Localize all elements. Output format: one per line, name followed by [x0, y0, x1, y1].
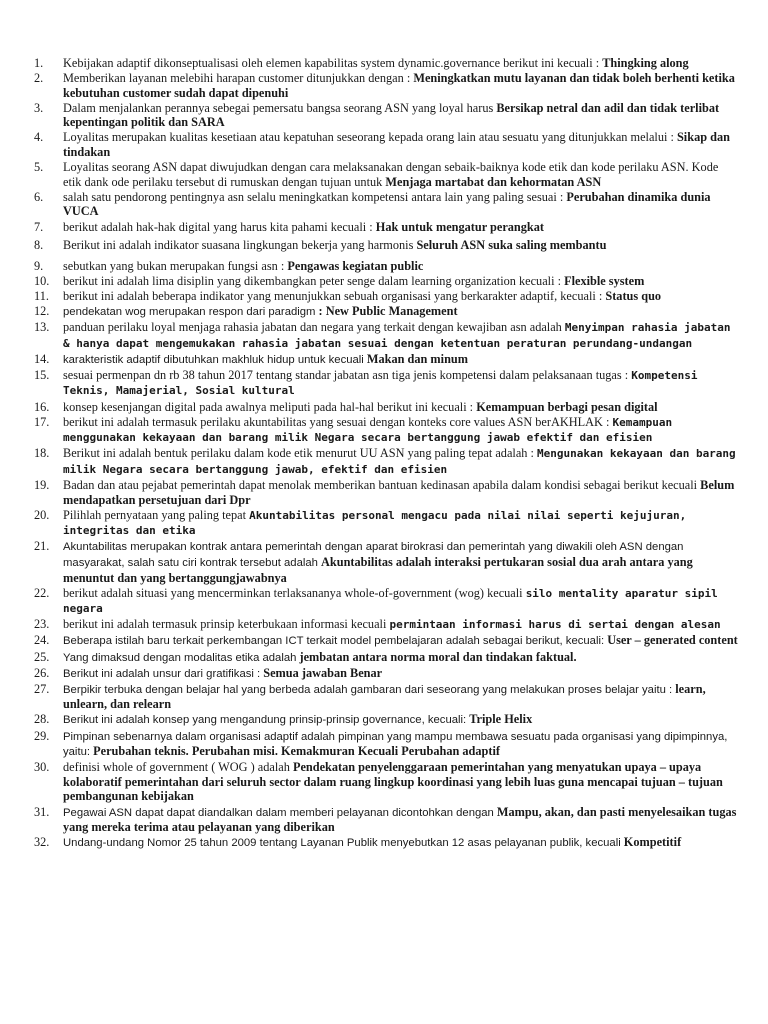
- question-text: Loyalitas seorang ASN dapat diwujudkan dengan cara melaksanakan dengan sebaik-baiknya kode etik dan kode perilaku ASN. Kode etik dank ode perilaku tersebut di rumuskan dengan tujuan untuk: [63, 160, 719, 189]
- question-item: [0, 633, 768, 649]
- question-text: berikut ini adalah beberapa indikator yang menunjukkan sebuah organisasi yang berkarakter adaptif, kecuali :: [63, 288, 603, 303]
- question-number: 16.: [34, 399, 50, 414]
- question-text: Undang-undang Nomor 25 tahun 2009 tentang Layanan Publik menyebutkan 12 asas pelayanan publik, kecuali: [63, 837, 621, 850]
- question-number: 27.: [34, 681, 50, 696]
- question-text: Pilihlah pernyataan yang paling tepat: [63, 507, 247, 522]
- question-text: pendekatan wog merupakan respon dari paradigm: [63, 306, 316, 318]
- question-number: 10.: [34, 273, 50, 288]
- answer-text: Seluruh ASN suka saling membantu: [416, 238, 607, 253]
- question-item: [0, 666, 768, 682]
- question-item: [0, 320, 768, 351]
- answer-text: Perubahan teknis. Perubahan misi. Kemakmuran Kecuali Perubahan adaptif: [93, 744, 500, 759]
- answer-text: : New Public Management: [318, 304, 458, 318]
- answer-text: Akuntabilitas personal mengacu pada nilai nilai seperti kejujuran, integritas dan etika: [63, 508, 687, 538]
- question-item: [0, 760, 768, 804]
- question-number: 11.: [34, 288, 49, 303]
- question-number: 9.: [34, 258, 44, 273]
- question-number: 29.: [34, 728, 50, 743]
- question-number: 13.: [34, 320, 50, 335]
- question-number: 30.: [34, 760, 50, 775]
- question-text: berikut adalah hak-hak digital yang harus kita pahami kecuali :: [63, 219, 373, 234]
- question-item: [0, 682, 768, 712]
- question-number: 3.: [34, 100, 44, 115]
- answer-text: jembatan antara norma moral dan tindakan faktual.: [299, 649, 577, 664]
- question-number: 23.: [34, 617, 50, 632]
- question-text: konsep kesenjangan digital pada awalnya meliputi pada hal-hal berikut ini kecuali :: [63, 399, 474, 414]
- answer-text: Kompetitif: [623, 835, 682, 850]
- question-item: [0, 835, 768, 851]
- answer-text: Bersikap netral dan adil dan tidak terlibat kepentingan politik dan SARA: [63, 100, 720, 130]
- question-text: Badan dan atau pejabat pemerintah dapat menolak memberikan bantuan kedinasan apabila dalam kondisi sebagai berikut kecuali: [63, 478, 698, 493]
- answer-text: Belum mendapatkan persetujuan dari Dpr: [63, 478, 735, 507]
- answer-text: Triple Helix: [469, 712, 533, 727]
- question-item: [0, 650, 768, 666]
- question-item: [0, 259, 768, 274]
- question-item: [0, 508, 768, 539]
- question-text: Pegawai ASN dapat dapat diandalkan dalam memberi pelayanan dicontohkan dengan: [63, 806, 494, 819]
- question-number: 25.: [34, 649, 50, 664]
- question-text: berikut ini adalah lima disiplin yang dikembangkan peter senge dalam learning organization kecuali :: [63, 273, 561, 288]
- answer-text: Menyimpan rahasia jabatan & hanya dapat mengemukakan rahasia jabatan sesuai dengan ketentuan peraturan perundang-undangan: [63, 321, 731, 350]
- question-number: 26.: [34, 665, 50, 680]
- question-number: 4.: [34, 130, 44, 145]
- question-number: 12.: [34, 304, 50, 318]
- question-number: 31.: [34, 804, 50, 819]
- question-item: [0, 617, 768, 633]
- question-item: [0, 238, 768, 253]
- question-text: karakteristik adaptif dibutuhkan makhluk hidup untuk kecuali: [63, 353, 364, 366]
- question-item: [0, 289, 768, 304]
- question-number: 7.: [34, 219, 44, 234]
- question-number: 17.: [34, 414, 50, 429]
- question-number: 20.: [34, 507, 50, 522]
- answer-text: Pendekatan penyelenggaraan pemerintahan yang menyatukan upaya – upaya kolaboratif pemerintahan dari seluruh sector dalam ruang lingkup koordinasi yang lebih luas guna mencapai tujuan – tujuan pembangunan kebijakan: [63, 760, 723, 804]
- question-item: [0, 368, 768, 399]
- answer-text: silo mentality aparatur sipil negara: [63, 586, 718, 616]
- answer-text: Mengunakan kekayaan dan barang milik Negara secara bertanggung jawab, efektif dan efisien: [63, 447, 736, 476]
- question-number: 32.: [34, 835, 50, 850]
- question-text: Memberikan layanan melebihi harapan customer ditunjukkan dengan :: [63, 71, 411, 86]
- question-text: definisi whole of government ( WOG ) adalah: [63, 760, 290, 775]
- question-item: [0, 130, 768, 159]
- question-text: Loyalitas merupakan kualitas kesetiaan atau kepatuhan seseorang kepada orang lain atau sesuatu yang ditunjukkan melalui :: [63, 130, 674, 145]
- answer-text: Kompetensi Teknis, Mamajerial, Sosial kultural: [63, 368, 698, 398]
- question-item: [0, 101, 768, 130]
- question-number: 1.: [34, 56, 44, 70]
- question-item: [0, 446, 768, 477]
- question-text: salah satu pendorong pentingnya asn selalu meningkatkan kompetensi antara lain yang paling sesuai :: [63, 189, 564, 204]
- question-item: [0, 400, 768, 415]
- question-number: 2.: [34, 71, 44, 86]
- question-item: [0, 415, 768, 446]
- answer-text: Perubahan dinamika dunia VUCA: [63, 189, 711, 219]
- question-item: [0, 304, 768, 320]
- question-item: [0, 352, 768, 368]
- answer-text: Akuntabilitas adalah interaksi pertukaran sosial dua arah antara yang menuntut dan yang bertanggungjawabnya: [63, 555, 693, 585]
- answer-text: Menjaga martabat dan kehormatan ASN: [385, 174, 602, 189]
- question-text: Berpikir terbuka dengan belajar hal yang berbeda adalah gambaran dari seseorang yang melakukan proses belajar yaitu :: [63, 683, 673, 696]
- question-number: 22.: [34, 585, 50, 600]
- answer-text: Semua jawaban Benar: [263, 665, 383, 680]
- answer-text: learn, unlearn, dan relearn: [63, 681, 706, 712]
- answer-text: Makan dan minum: [366, 351, 469, 366]
- answer-text: Meningkatkan mutu layanan dan tidak boleh berhenti ketika kebutuhan customer sudah dapat dipenuhi: [63, 71, 735, 100]
- question-text: Berikut ini adalah bentuk perilaku dalam kode etik menurut UU ASN yang paling tepat adalah :: [63, 446, 534, 461]
- answer-text: Flexible system: [564, 273, 645, 288]
- question-item: [0, 805, 768, 835]
- question-text: Beberapa istilah baru terkait perkembangan ICT terkait model pembelajaran adalah sebagai berikut, kecuali:: [63, 635, 605, 648]
- answer-text: Mampu, akan, dan pasti menyelesaikan tugas yang mereka terima atau pelayanan yang diberikan: [63, 804, 737, 835]
- question-item: [0, 586, 768, 617]
- answer-text: Hak untuk mengatur perangkat: [375, 219, 545, 234]
- question-number: 8.: [34, 238, 44, 253]
- question-item: [0, 160, 768, 189]
- question-text: Yang dimaksud dengan modalitas etika adalah: [63, 651, 297, 664]
- question-number: 14.: [34, 351, 50, 366]
- answer-text: permintaan informasi harus di sertai dengan alesan: [389, 618, 721, 632]
- question-number: 5.: [34, 160, 44, 175]
- question-text: Dalam menjalankan perannya sebegai pemersatu bangsa seorang ASN yang loyal harus: [63, 100, 494, 115]
- question-text: berikut ini adalah termasuk perilaku akuntabilitas yang sesuai dengan konteks core values ASN berAKHLAK :: [63, 414, 610, 429]
- question-item: [0, 220, 768, 235]
- question-text: Pimpinan sebenarnya dalam organisasi adaptif adalah pimpinan yang mampu membawa sesuatu pada organisasi yang dipimpinnya, yaitu:: [63, 730, 728, 759]
- question-text: panduan perilaku loyal menjaga rahasia jabatan dan negara yang terkait dengan kewajiban asn adalah: [63, 320, 562, 335]
- document-question-list: [0, 56, 768, 851]
- answer-text: Thingking along: [602, 56, 689, 70]
- question-item: [0, 712, 768, 728]
- question-text: sebutkan yang bukan merupakan fungsi asn :: [63, 258, 285, 273]
- question-number: 6.: [34, 189, 44, 204]
- question-text: Akuntabilitas merupakan kontrak antara pemerintah dengan aparat birokrasi dan pemerintah yang diwakili oleh ASN dengan masyarakat, salah satu ciri kontrak tersebut adalah: [63, 541, 684, 569]
- question-text: Berikut ini adalah unsur dari gratifikasi :: [63, 667, 261, 680]
- question-item: [0, 56, 768, 71]
- answer-text: Kemampuan menggunakan kekayaan dan barang milik Negara secara bertanggung jawab efektif dan efisien: [63, 415, 673, 445]
- answer-text: User – generated content: [607, 633, 738, 648]
- question-text: berikut adalah situasi yang mencerminkan terlaksananya whole-of-government (wog) kecuali: [63, 585, 523, 600]
- question-text: sesuai permenpan dn rb 38 tahun 2017 tentang standar jabatan asn tiga jenis kompetensi dalam pelaksanaan tugas :: [63, 367, 629, 382]
- answer-text: Status quo: [605, 288, 662, 303]
- answer-text: Pengawas kegiatan public: [287, 258, 424, 273]
- question-text: berikut ini adalah termasuk prinsip keterbukaan informasi kecuali: [63, 617, 387, 632]
- question-item: [0, 190, 768, 219]
- question-number: 21.: [34, 539, 50, 554]
- question-number: 19.: [34, 478, 50, 493]
- question-text: Berikut ini adalah indikator suasana lingkungan bekerja yang harmonis: [63, 238, 414, 253]
- question-number: 15.: [34, 367, 50, 382]
- question-number: 18.: [34, 446, 50, 461]
- question-text: Kebijakan adaptif dikonseptualisasi oleh elemen kapabilitas system dynamic.governance berikut ini kecuali :: [63, 56, 600, 70]
- answer-text: Kemampuan berbagi pesan digital: [476, 399, 658, 414]
- answer-text: Sikap dan tindakan: [63, 130, 730, 160]
- question-item: [0, 71, 768, 100]
- question-text: Berikut ini adalah konsep yang mengandung prinsip-prinsip governance, kecuali:: [63, 714, 467, 727]
- question-item: [0, 539, 768, 585]
- question-item: [0, 478, 768, 507]
- question-item: [0, 274, 768, 289]
- question-item: [0, 729, 768, 760]
- question-number: 24.: [34, 633, 50, 648]
- question-number: 28.: [34, 712, 50, 727]
